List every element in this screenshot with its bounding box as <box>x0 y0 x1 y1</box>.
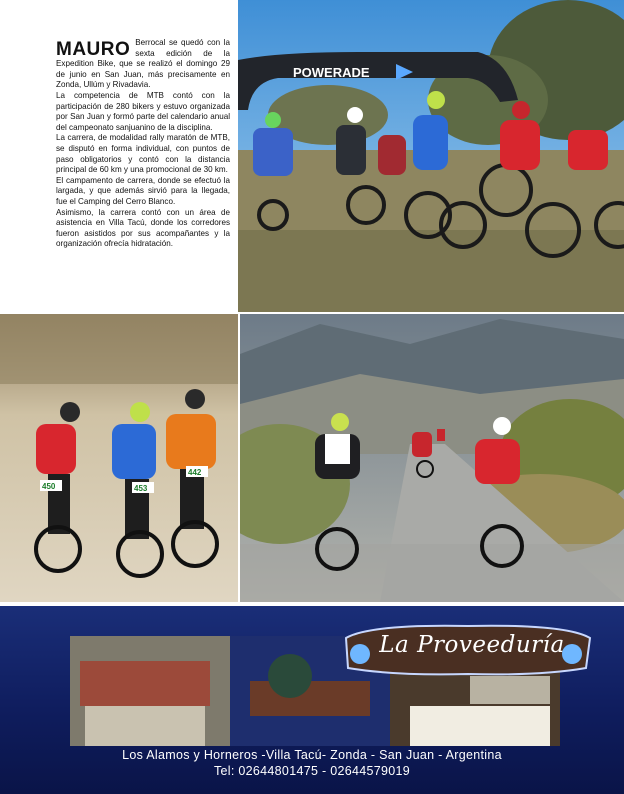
photo-race-start <box>238 0 624 312</box>
brand-logo <box>340 620 595 678</box>
bib-number-right: 442 <box>188 468 202 477</box>
brand-logo-text: La Proveeduría <box>379 632 565 658</box>
lead-name: MAURO <box>56 39 131 60</box>
article-paragraph-1-text: Berrocal se quedó con la sexta edición de la Expedition Bike, que se realizó el domingo 29 de junio en San Juan, más precisamente en Zonda, Ullúm y Rivadavia. <box>56 38 230 90</box>
article-paragraph-4: El campamento de carrera, donde se efectuó la largada, y que además sirvió para la llegada, fue el Camping del Cerro Blanco. <box>56 175 230 206</box>
advertisement-banner <box>0 606 624 794</box>
photo-three-riders <box>0 314 238 602</box>
bib-number-left: 450 <box>42 482 56 491</box>
article-paragraph-2: La competencia de MTB contó con la participación de 280 bikers y estuvo organizada por San Juan y formó parte del calendario anual del campeonato sanjuanino de la disciplina. <box>56 90 230 132</box>
article-paragraph-3: La carrera, de modalidad rally maratón de MTB, se disputó en forma individual, con puntos de paso obligatorios y contó con la distancia principal de 60 km y una promocional de 30 km. <box>56 133 230 175</box>
arch-sponsor-text: POWERADE <box>293 65 370 80</box>
ad-address: Los Alamos y Horneros -Villa Tacú- Zonda - San Juan - Argentina <box>122 748 502 762</box>
photo-gravel-road <box>240 314 624 602</box>
bib-number-middle: 453 <box>134 484 148 493</box>
article-paragraph-5: Asimismo, la carrera contó con un área de asistencia en Villa Tacú, donde los corredores fueron asistidos por sus acompañantes y la organización ofrecía hidratación. <box>56 207 230 249</box>
ad-phone: Tel: 02644801475 - 02644579019 <box>214 764 410 778</box>
article-text-column <box>0 0 238 312</box>
article-paragraph-1 <box>56 38 230 91</box>
